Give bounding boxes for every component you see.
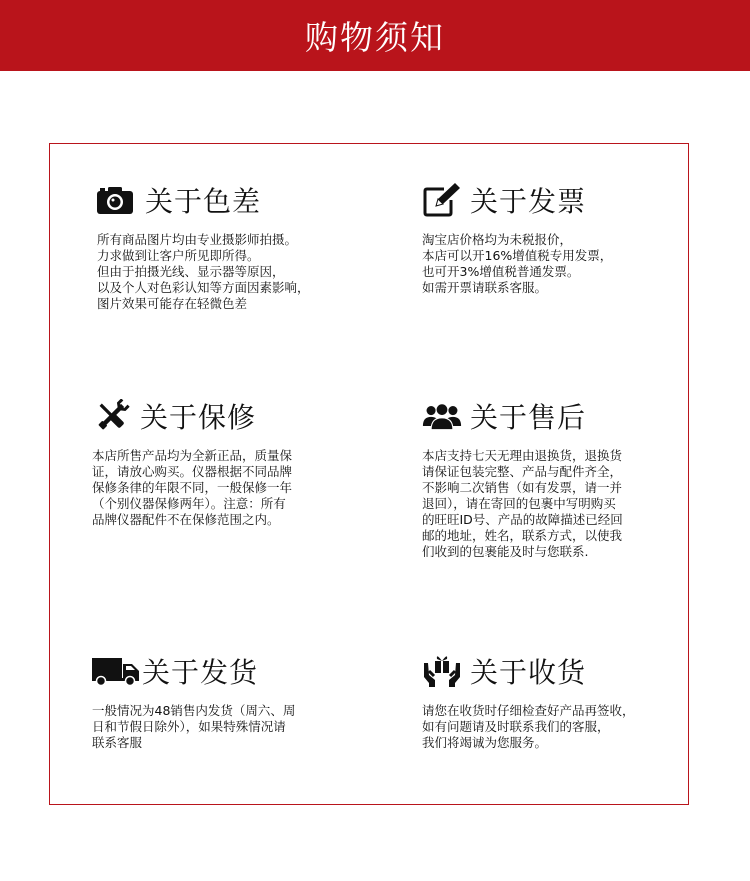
section-header (422, 396, 692, 436)
section-text (92, 703, 362, 751)
section-title: 关于收货 (470, 656, 587, 689)
section-warranty (92, 396, 362, 528)
edit-pencil-icon (422, 182, 462, 218)
text-line: 保修条律的年限不同，一般保修一年 (92, 480, 293, 495)
text-line: 本店所售产品均为全新正品，质量保 (92, 448, 293, 463)
wrench-screwdriver-icon (92, 398, 132, 434)
section-header (92, 396, 362, 436)
text-line: （个别仪器保修两年）。注意：所有 (92, 496, 286, 511)
text-line: 请您在收货时仔细检查好产品再签收， (422, 703, 635, 718)
text-line: 但由于拍摄光线、显示器等原因， (97, 264, 285, 279)
section-text (92, 448, 362, 528)
section-title: 关于售后 (470, 401, 587, 434)
users-group-icon (422, 398, 462, 434)
page-title: 购物须知 (305, 18, 445, 57)
section-header (422, 180, 692, 220)
text-line: 本店支持七天无理由退换货，退换货 (422, 448, 623, 463)
text-line: 本店可以开16%增值税专用发票， (422, 248, 613, 263)
text-line: 证，请放心购买。仪器根据不同品牌 (92, 464, 293, 479)
text-line: 力求做到让客户所见即所得。 (97, 248, 260, 263)
section-receiving (422, 651, 692, 751)
section-text (97, 232, 367, 312)
section-title: 关于色差 (145, 185, 262, 218)
text-line: 联系客服 (92, 735, 143, 750)
text-line: 们收到的包裹能及时与您联系. (422, 544, 589, 559)
section-text (422, 232, 692, 296)
text-line: 邮的地址，姓名，联系方式，以使我 (422, 528, 623, 543)
section-text (422, 448, 692, 560)
section-invoice (422, 180, 692, 296)
section-title: 关于发票 (470, 185, 587, 218)
section-header (422, 651, 692, 691)
camera-icon (97, 182, 137, 218)
text-line: 以及个人对色彩认知等方面因素影响， (97, 280, 310, 295)
header-banner (0, 0, 750, 71)
text-line: 我们将竭诚为您服务。 (422, 735, 548, 750)
text-line: 一般情况为48销售内发货（周六、周 (92, 703, 296, 718)
text-line: 不影响二次销售（如有发票，请一并 (422, 480, 623, 495)
text-line: 如有问题请及时联系我们的客服， (422, 719, 610, 734)
section-after-sales (422, 396, 692, 560)
text-line: 也可开3%增值税普通发票。 (422, 264, 580, 279)
text-line: 图片效果可能存在轻微色差 (97, 296, 248, 311)
truck-icon (92, 653, 140, 689)
section-title: 关于发货 (142, 656, 259, 689)
section-header (92, 651, 362, 691)
text-line: 所有商品图片均由专业摄影师拍摄。 (97, 232, 298, 247)
section-color-difference (97, 180, 367, 312)
section-header (97, 180, 367, 220)
text-line: 退回），请在寄回的包裹中写明购买 (422, 496, 616, 511)
section-title: 关于保修 (140, 401, 257, 434)
text-line: 淘宝店价格均为未税报价， (422, 232, 573, 247)
hands-gift-icon (422, 653, 462, 689)
text-line: 日和节假日除外），如果特殊情况请 (92, 719, 286, 734)
section-text (422, 703, 692, 751)
section-shipping (92, 651, 362, 751)
text-line: 请保证包装完整、产品与配件齐全， (422, 464, 623, 479)
text-line: 如需开票请联系客服。 (422, 280, 548, 295)
text-line: 品牌仪器配件不在保修范围之内。 (92, 512, 280, 527)
text-line: 的旺旺ID号、产品的故障描述已经回 (422, 512, 623, 527)
